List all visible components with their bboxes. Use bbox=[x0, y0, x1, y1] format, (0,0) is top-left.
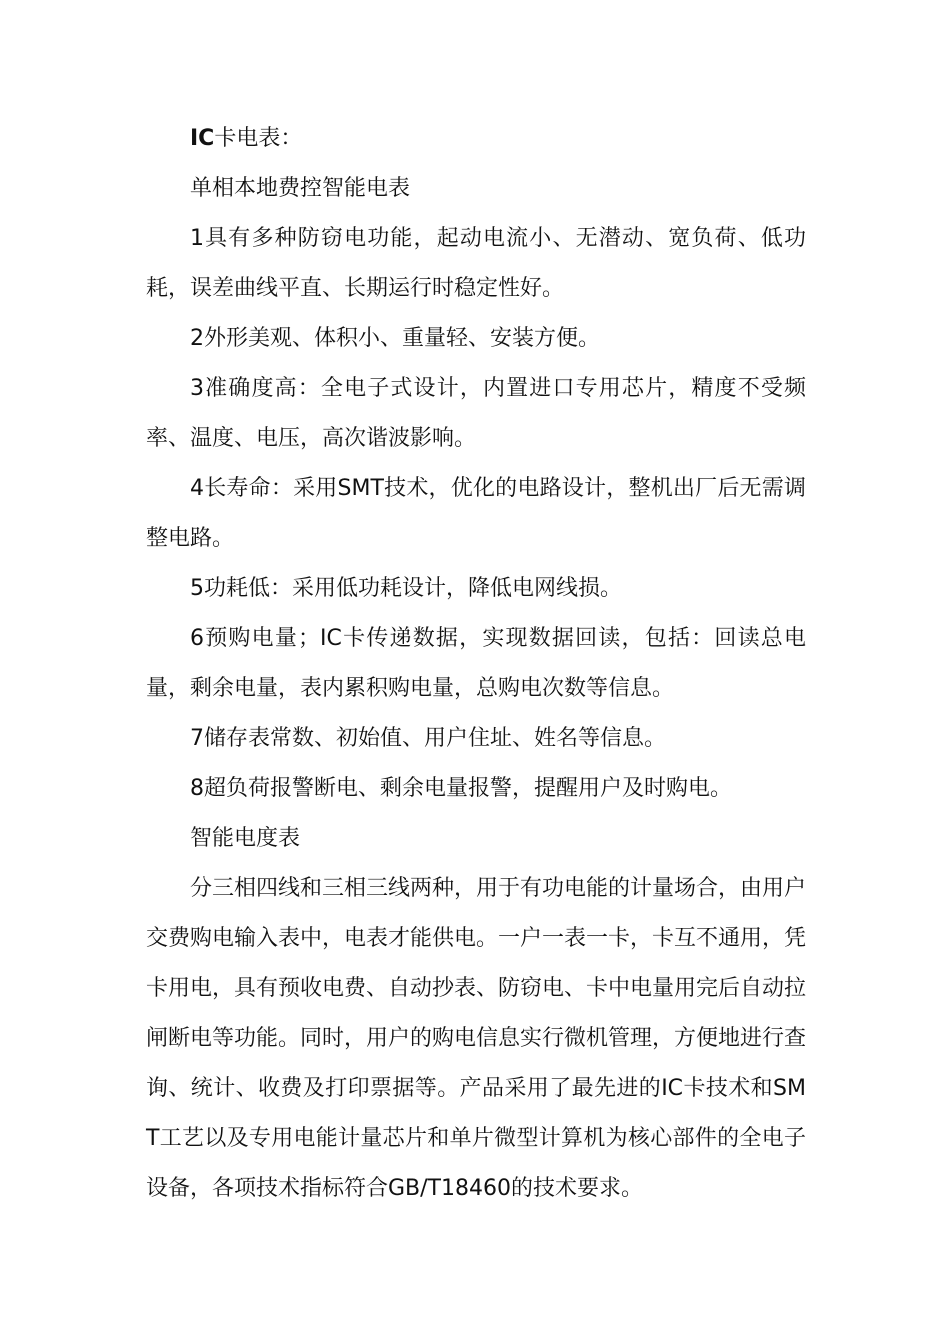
closing-paragraph: 分三相四线和三相三线两种，用于有功电能的计量场合，由用户交费购电输入表中，电表才能供电。一户一表一卡，卡互不通用，凭卡用电，具有预收电费、自动抄表、防窃电、卡中电量用完后自动拉闸断电等功能。同时，用户的购电信息实行微机管理，方便地进行查询、统计、收费及打印票据等。产品采用了最先进的IC卡技术和SMT工艺以及专用电能计量芯片和单片微型计算机为核心部件的全电子设备，各项技术指标符合GB/T18460的技术要求。 bbox=[146, 876, 807, 1201]
subheading-single-phase: 单相本地费控智能电表 bbox=[190, 176, 411, 201]
heading-prefix: IC bbox=[190, 126, 215, 151]
subheading-smart-meter: 智能电度表 bbox=[190, 826, 301, 851]
feature-item-2: 2外形美观、体积小、重量轻、安装方便。 bbox=[190, 326, 600, 351]
feature-item-6: 6预购电量；IC卡传递数据，实现数据回读，包括：回读总电量，剩余电量，表内累积购电量，总购电次数等信息。 bbox=[146, 626, 806, 701]
feature-item-3: 3准确度高：全电子式设计，内置进口专用芯片，精度不受频率、温度、电压，高次谐波影响。 bbox=[146, 376, 806, 451]
document-heading bbox=[146, 114, 806, 164]
feature-item-1: 1具有多种防窃电功能，起动电流小、无潜动、宽负荷、低功耗，误差曲线平直、长期运行时稳定性好。 bbox=[146, 226, 806, 301]
feature-item-7: 7储存表常数、初始值、用户住址、姓名等信息。 bbox=[190, 726, 666, 751]
feature-item-5: 5功耗低：采用低功耗设计，降低电网线损。 bbox=[190, 576, 622, 601]
feature-item-8: 8超负荷报警断电、剩余电量报警，提醒用户及时购电。 bbox=[190, 776, 732, 801]
feature-item-4: 4长寿命：采用SMT技术，优化的电路设计，整机出厂后无需调整电路。 bbox=[146, 476, 806, 551]
heading-rest: 卡电表： bbox=[214, 126, 303, 151]
document-page bbox=[146, 114, 806, 1214]
